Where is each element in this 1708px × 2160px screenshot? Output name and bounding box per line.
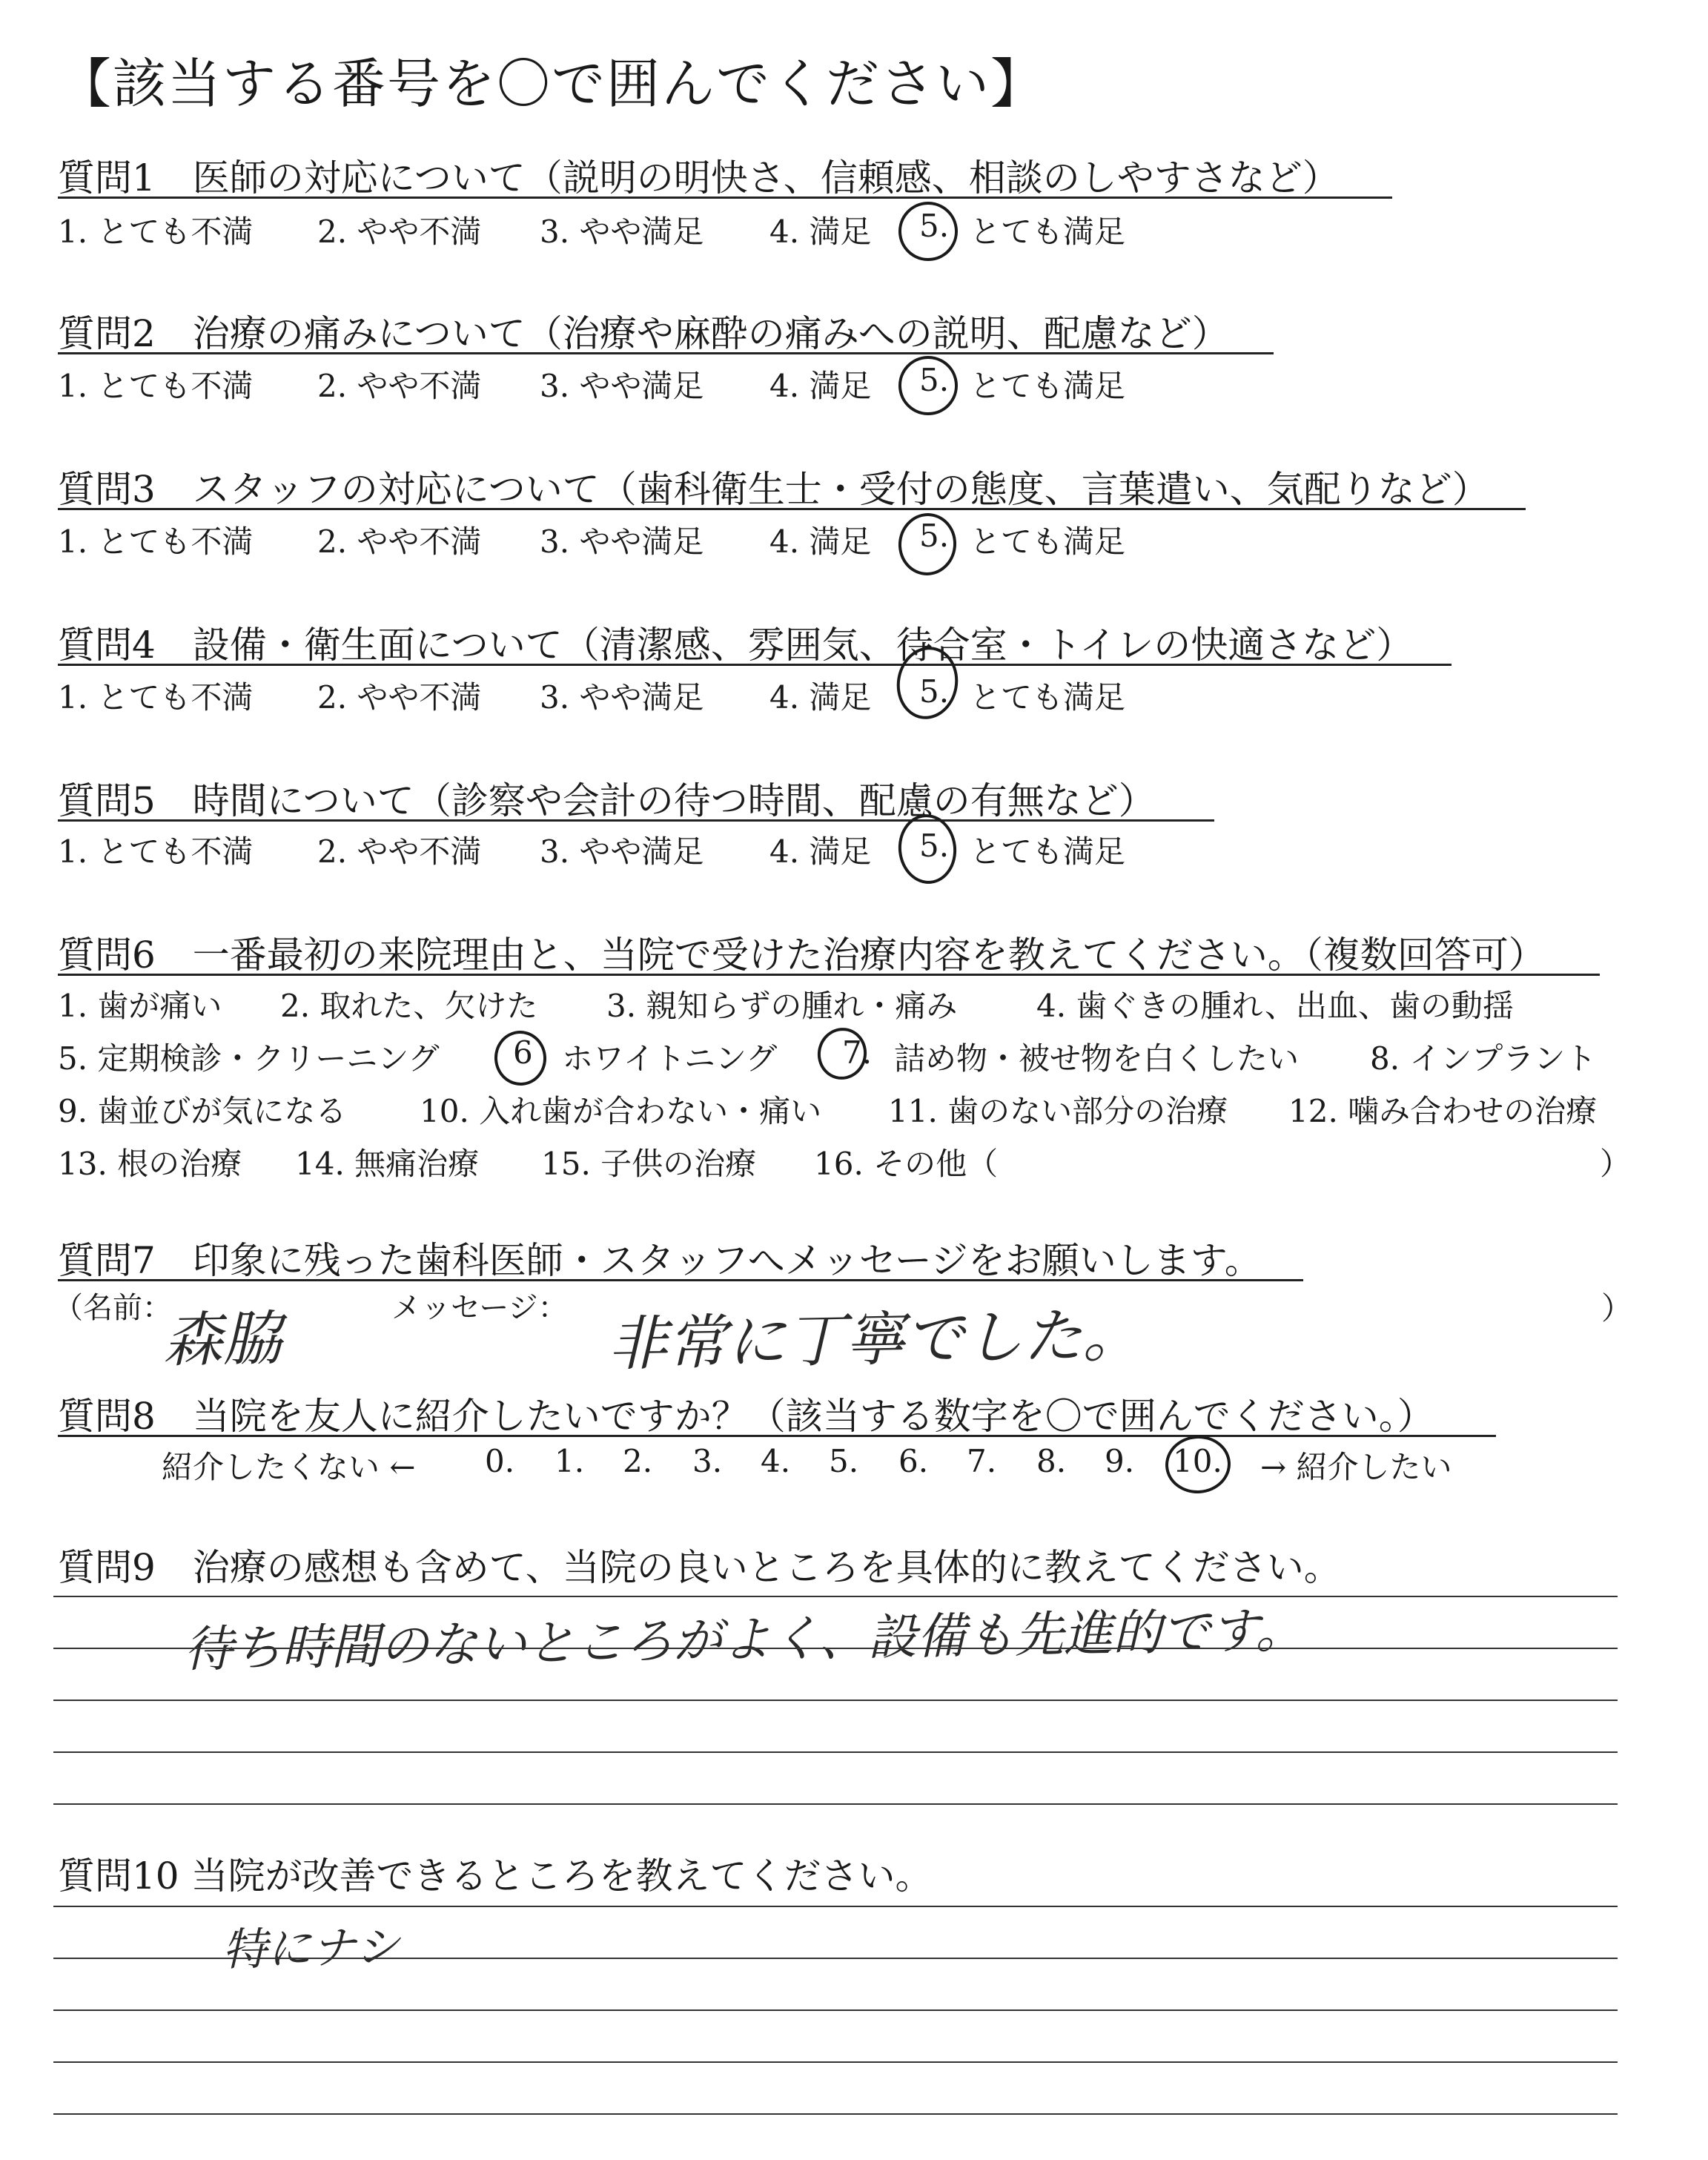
q6-option-14[interactable]: 14. 無痛治療	[295, 1146, 480, 1182]
q8-heading: 質問8 当院を友人に紹介したいですか？（該当する数字を〇で囲んでください。）	[58, 1395, 1434, 1438]
q7-heading: 質問7 印象に残った歯科医師・スタッフへメッセージをお願いします。	[58, 1239, 1262, 1282]
q7-name-label: （名前：	[53, 1291, 172, 1325]
q6-option-16[interactable]: 16. その他（	[814, 1146, 999, 1182]
q8-option-1[interactable]: 1.	[555, 1443, 585, 1479]
q3-option-4[interactable]: 4. 満足	[769, 524, 872, 560]
q9-answer-line-3	[53, 1700, 1618, 1701]
q6-option-3[interactable]: 3. 親知らずの腫れ・痛み	[606, 988, 958, 1024]
q7-name-handwriting[interactable]: 森脇	[162, 1304, 282, 1375]
q3-option-3[interactable]: 3. やや満足	[540, 524, 704, 560]
q9-answer-line-1	[53, 1596, 1618, 1597]
q2-option-3[interactable]: 3. やや満足	[540, 368, 704, 404]
q2-option-5-label: とても満足	[970, 368, 1126, 404]
q6-row-3	[58, 1087, 1689, 1132]
q6-option-5[interactable]: 5. 定期検診・クリーニング	[58, 1040, 440, 1077]
q5-option-5[interactable]: 5.	[919, 828, 950, 864]
q5-options	[58, 828, 1318, 872]
q1-option-1[interactable]: 1. とても不満	[58, 214, 254, 250]
q6-row-1	[58, 982, 1689, 1026]
q10-answer-line-4	[53, 2061, 1618, 2063]
q10-answer-handwriting[interactable]: 特にナシ	[222, 1920, 400, 1977]
q2-option-5[interactable]: 5.	[919, 362, 950, 398]
q1-option-3[interactable]: 3. やや満足	[540, 214, 704, 250]
q4-option-3[interactable]: 3. やや満足	[540, 679, 704, 716]
q6-row-4	[58, 1140, 1689, 1184]
q2-option-2[interactable]: 2. やや不満	[317, 368, 482, 404]
q1-option-2[interactable]: 2. やや不満	[317, 214, 482, 250]
q3-underline	[58, 508, 1526, 510]
q6-option-9[interactable]: 9. 歯並びが気になる	[58, 1093, 347, 1129]
q9-answer-line-4	[53, 1751, 1618, 1753]
q8-left-label: 紹介したくない ←	[162, 1449, 416, 1485]
q5-heading: 質問5 時間について（診察や会計の待つ時間、配慮の有無など）	[58, 779, 1156, 822]
q6-option-12[interactable]: 12. 噛み合わせの治療	[1288, 1093, 1598, 1129]
q4-option-4[interactable]: 4. 満足	[769, 679, 872, 716]
q8-option-7[interactable]: 7.	[967, 1443, 997, 1479]
q10-heading: 質問10 当院が改善できるところを教えてください。	[58, 1855, 933, 1898]
q8-option-10[interactable]: 10.	[1173, 1443, 1222, 1479]
q6-option-6-label: ホワイトニング	[562, 1040, 778, 1077]
q4-option-1[interactable]: 1. とても不満	[58, 679, 254, 716]
q6-option-7[interactable]: 7.	[842, 1034, 873, 1071]
q8-option-0[interactable]: 0.	[485, 1443, 515, 1479]
q6-option-4[interactable]: 4. 歯ぐきの腫れ、出血、歯の動揺	[1036, 988, 1514, 1024]
q8-option-3[interactable]: 3.	[692, 1443, 723, 1479]
q3-option-2[interactable]: 2. やや不満	[317, 524, 482, 560]
q1-underline	[58, 196, 1392, 199]
q10-answer-line-5	[53, 2113, 1618, 2115]
q3-option-5[interactable]: 5.	[919, 518, 950, 554]
q4-option-5-label: とても満足	[970, 679, 1126, 716]
q8-right-label: → 紹介したい	[1260, 1449, 1452, 1485]
q2-options	[58, 362, 1318, 406]
q6-option-8[interactable]: 8. インプラント	[1370, 1040, 1597, 1077]
q6-row-2	[58, 1034, 1689, 1079]
q4-option-2[interactable]: 2. やや不満	[317, 679, 482, 716]
q6-heading: 質問6 一番最初の来院理由と、当院で受けた治療内容を教えてください。（複数回答可）	[58, 934, 1546, 977]
q2-option-1[interactable]: 1. とても不満	[58, 368, 254, 404]
q2-heading: 質問2 治療の痛みについて（治療や麻酔の痛みへの説明、配慮など）	[58, 312, 1229, 355]
q4-options	[58, 673, 1318, 718]
q7-message-label: メッセージ：	[391, 1291, 568, 1325]
q5-option-5-label: とても満足	[970, 833, 1126, 870]
q2-underline	[58, 352, 1274, 354]
q1-heading: 質問1 医師の対応について（説明の明快さ、信頼感、相談のしやすさなど）	[58, 156, 1340, 199]
q3-option-1[interactable]: 1. とても不満	[58, 524, 254, 560]
q5-option-3[interactable]: 3. やや満足	[540, 833, 704, 870]
q6-option-11[interactable]: 11. 歯のない部分の治療	[888, 1093, 1228, 1129]
q5-option-4[interactable]: 4. 満足	[769, 833, 872, 870]
q9-answer-handwriting[interactable]: 待ち時間のないところがよく、設備も先進的です。	[183, 1601, 1305, 1679]
q8-option-2[interactable]: 2.	[623, 1443, 653, 1479]
q9-heading: 質問9 治療の感想も含めて、当院の良いところを具体的に教えてください。	[58, 1546, 1341, 1589]
q5-option-1[interactable]: 1. とても不満	[58, 833, 254, 870]
q3-heading: 質問3 スタッフの対応について（歯科衛生士・受付の態度、言葉遣い、気配りなど）	[58, 468, 1489, 511]
q5-option-2[interactable]: 2. やや不満	[317, 833, 482, 870]
q1-option-5-label: とても満足	[970, 214, 1126, 250]
q4-heading: 質問4 設備・衛生面について（清潔感、雰囲気、待合室・トイレの快適さなど）	[58, 624, 1414, 667]
q6-underline	[58, 974, 1600, 976]
q2-option-4[interactable]: 4. 満足	[769, 368, 872, 404]
q10-answer-line-3	[53, 2009, 1618, 2011]
q8-underline	[58, 1435, 1496, 1437]
q8-option-5[interactable]: 5.	[829, 1443, 859, 1479]
q8-option-9[interactable]: 9.	[1105, 1443, 1135, 1479]
q1-option-4[interactable]: 4. 満足	[769, 214, 872, 250]
q6-option-1[interactable]: 1. 歯が痛い	[58, 988, 222, 1024]
q6-option-6[interactable]: 6	[513, 1034, 533, 1071]
q1-option-5[interactable]: 5.	[919, 208, 950, 244]
q7-close-paren: ）	[1601, 1290, 1633, 1327]
q6-option-10[interactable]: 10. 入れ歯が合わない・痛い	[420, 1093, 822, 1129]
q7-message-handwriting[interactable]: 非常に丁寧でした。	[607, 1300, 1142, 1379]
q9-answer-line-2	[53, 1648, 1618, 1649]
q10-answer-line-1	[53, 1906, 1618, 1907]
q4-option-5[interactable]: 5.	[919, 673, 950, 710]
q10-answer-line-2	[53, 1958, 1618, 1959]
q1-options	[58, 208, 1318, 252]
q6-option-7-label: 詰め物・被せ物を白くしたい	[894, 1040, 1300, 1077]
q4-underline	[58, 664, 1452, 666]
q3-options	[58, 518, 1318, 562]
q3-option-5-label: とても満足	[970, 524, 1126, 560]
q8-scale-row	[162, 1443, 1496, 1487]
page-title: 【該当する番号を〇で囲んでください】	[58, 53, 1046, 115]
q8-option-4[interactable]: 4.	[761, 1443, 791, 1479]
q6-option-15[interactable]: 15. 子供の治療	[541, 1146, 757, 1182]
q8-option-8[interactable]: 8.	[1036, 1443, 1067, 1479]
q6-other-close-paren: ）	[1600, 1146, 1632, 1182]
q5-underline	[58, 819, 1214, 822]
q6-option-2[interactable]: 2. 取れた、欠けた	[280, 988, 538, 1024]
q9-answer-line-5	[53, 1803, 1618, 1805]
q8-option-6[interactable]: 6.	[898, 1443, 929, 1479]
q7-underline	[58, 1279, 1303, 1281]
q6-option-13[interactable]: 13. 根の治療	[58, 1146, 242, 1182]
